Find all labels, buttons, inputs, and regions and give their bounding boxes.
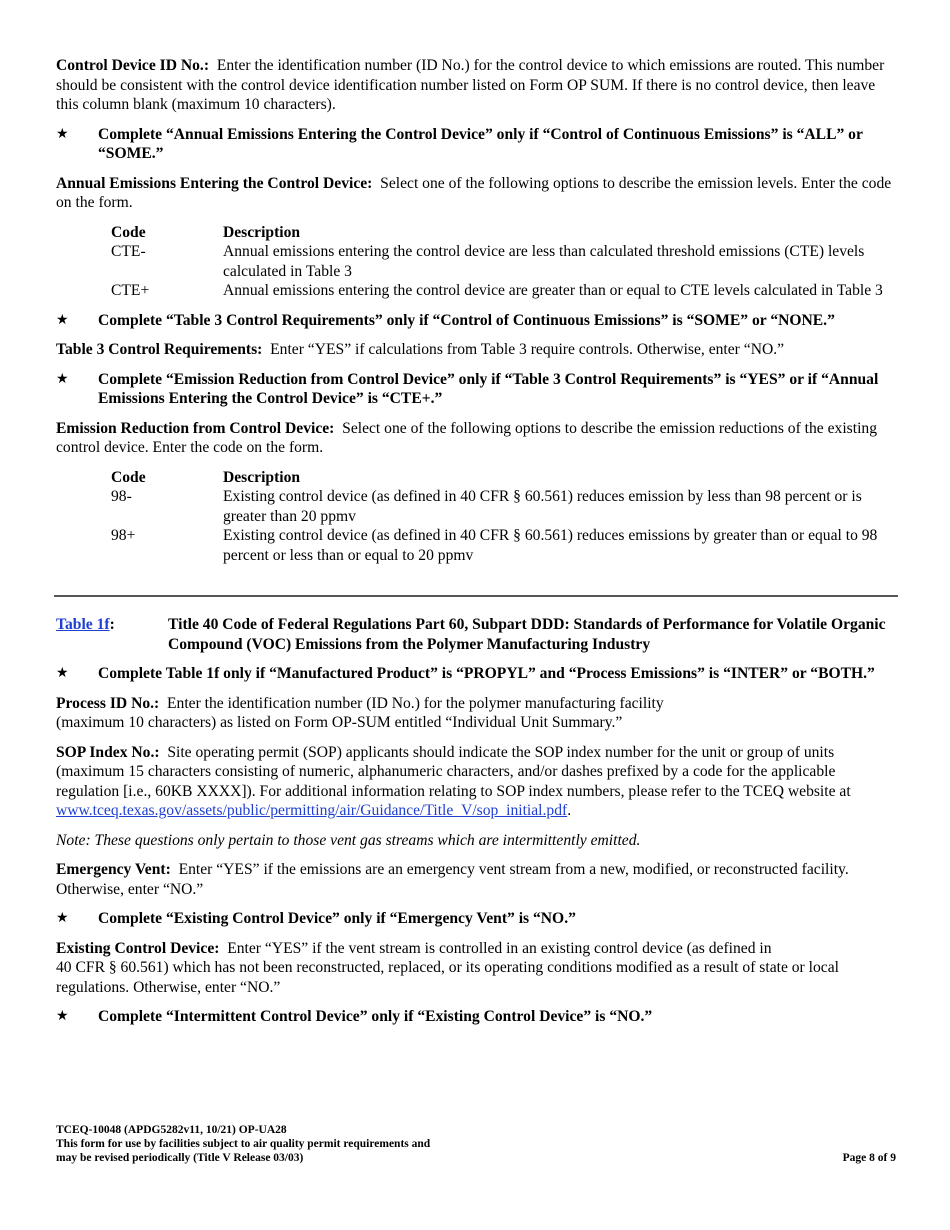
process-id-paragraph: [56, 694, 896, 733]
description-header: Description: [223, 223, 301, 241]
footer-revision-line: may be revised periodically (Title V Release 03/03): [56, 1152, 304, 1164]
instruction-text: Complete “Emission Reduction from Control Device” only if “Table 3 Control Requirements” is “YES” or if “Annual Emissions Entering the Control Device” is “CTE+.”: [98, 370, 879, 407]
emission-reduction-code-table: [111, 468, 896, 566]
star-icon: ★: [56, 126, 69, 142]
code-cell: 98-: [111, 488, 132, 505]
instruction-star-2: [56, 311, 896, 331]
page-footer: [56, 1123, 896, 1165]
control-device-id-label: Control Device ID No.:: [56, 57, 210, 74]
star-icon: ★: [56, 371, 69, 387]
code-header: Code: [111, 223, 146, 241]
instruction-text: Complete “Annual Emissions Entering the Control Device” only if “Control of Continuous Emissions” is “ALL” or “SOME.”: [98, 125, 863, 162]
process-id-text-2: (maximum 10 characters) as listed on Form OP-SUM entitled “Individual Unit Summary.”: [56, 714, 623, 731]
emission-reduction-paragraph: [56, 419, 896, 458]
instruction-text: Complete “Intermittent Control Device” only if “Existing Control Device” is “NO.”: [98, 1008, 653, 1025]
sop-index-end: .: [567, 802, 572, 819]
code-cell: 98+: [111, 527, 136, 544]
sop-index-url-link[interactable]: www.tceq.texas.gov/assets/public/permitting/air/Guidance/Title_V/sop_initial.pdf: [56, 802, 568, 819]
description-cell: Annual emissions entering the control device are less than calculated threshold emissions (CTE) levels calculated in Table 3: [223, 243, 865, 280]
table-1f-link[interactable]: Table 1f: [56, 616, 110, 633]
sop-index-text: Site operating permit (SOP) applicants should indicate the SOP index number for the unit or group of units (maximum 15 characters consisting of numeric, alphanumeric characters, and/or dashes prefixed by a code for the applicable regulation [i.e., 60KB XXXX]). For additional information relating to SOP index numbers, please refer to the TCEQ website at: [56, 743, 851, 800]
annual-emissions-label: Annual Emissions Entering the Control Device:: [56, 174, 373, 192]
star-icon: ★: [56, 911, 69, 926]
existing-control-label: Existing Control Device:: [56, 939, 220, 957]
code-header: Code: [111, 468, 146, 486]
instruction-text: Complete Table 1f only if “Manufactured Product” is “PROPYL” and “Process Emissions” is “INTER” or “BOTH.”: [98, 665, 875, 682]
code-cell: CTE-: [111, 243, 146, 260]
sop-index-paragraph: [56, 743, 896, 821]
table-row: [111, 281, 896, 301]
instruction-star-6: [56, 1007, 896, 1027]
emergency-vent-label: Emergency Vent:: [56, 861, 171, 878]
control-device-id-text: Enter the identification number (ID No.) for the control device to which emissions are routed. This number should be consistent with the control device identification number listed on Form OP SUM. If there is no control device, then leave this column blank (maximum 10 characters).: [56, 57, 885, 113]
table3-control-paragraph: [56, 340, 896, 360]
table-row: [111, 526, 896, 565]
control-device-id-paragraph: [56, 56, 896, 115]
document-page: [56, 56, 896, 1037]
instruction-star-3: [56, 370, 896, 409]
emergency-vent-paragraph: [56, 860, 896, 899]
table3-control-label: Table 3 Control Requirements:: [56, 341, 263, 358]
emergency-vent-text: Enter “YES” if the emissions are an emergency vent stream from a new, modified, or reconstructed facility. Otherwise, enter “NO.”: [56, 861, 849, 898]
instruction-star-1: [56, 125, 896, 164]
description-cell: Existing control device (as defined in 40 CFR § 60.561) reduces emission by less than 98 percent or is greater than 20 ppmv: [223, 488, 862, 525]
annual-emissions-code-table: [111, 223, 896, 301]
description-cell: Annual emissions entering the control device are greater than or equal to CTE levels calculated in Table 3: [223, 282, 883, 299]
section-divider: [54, 595, 898, 597]
page-number: Page 8 of 9: [842, 1152, 896, 1164]
star-icon: ★: [56, 1009, 69, 1024]
table3-control-text: Enter “YES” if calculations from Table 3 require controls. Otherwise, enter “NO.”: [270, 341, 785, 358]
table-1f-colon: :: [109, 616, 115, 633]
table-1f-heading: [56, 615, 896, 654]
instruction-star-5: [56, 909, 896, 929]
footer-usage-line: This form for use by facilities subject to air quality permit requirements and: [56, 1138, 431, 1150]
existing-control-paragraph: [56, 939, 896, 998]
table-row: [111, 487, 896, 526]
sop-index-label: SOP Index No.:: [56, 743, 160, 761]
emission-reduction-text: Select one of the following options to describe the emission reductions of the existing control device. Enter the code on the form.: [56, 419, 878, 456]
footer-form-id: TCEQ-10048 (APDG5282v11, 10/21) OP-UA28: [56, 1124, 287, 1136]
instruction-star-4: [56, 664, 896, 684]
description-cell: Existing control device (as defined in 40 CFR § 60.561) reduces emissions by greater than or equal to 98 percent or less than or equal to 20 ppmv: [223, 527, 878, 564]
existing-control-text-1: Enter “YES” if the vent stream is controlled in an existing control device (as defined in: [227, 939, 772, 957]
process-id-text-1: Enter the identification number (ID No.) for the polymer manufacturing facility: [167, 694, 664, 712]
code-cell: CTE+: [111, 282, 150, 299]
star-icon: ★: [56, 666, 69, 681]
existing-control-text-2: 40 CFR § 60.561) which has not been reconstructed, replaced, or its operating conditions modified as a result of state or local regulations. Otherwise, enter “NO.”: [56, 959, 839, 996]
process-id-label: Process ID No.:: [56, 694, 160, 712]
instruction-text: Complete “Existing Control Device” only if “Emergency Vent” is “NO.”: [98, 910, 576, 927]
annual-emissions-text: Select one of the following options to describe the emission levels. Enter the code on the form.: [56, 174, 892, 211]
instruction-text: Complete “Table 3 Control Requirements” only if “Control of Continuous Emissions” is “SOME” or “NONE.”: [98, 311, 835, 329]
note-text: Note: These questions only pertain to those vent gas streams which are intermittently emitted.: [56, 831, 641, 849]
annual-emissions-paragraph: [56, 174, 896, 213]
table-1f-link-wrap: [56, 615, 168, 654]
star-icon: ★: [56, 312, 69, 328]
emission-reduction-label: Emission Reduction from Control Device:: [56, 419, 335, 437]
table-1f-title: Title 40 Code of Federal Regulations Part 60, Subpart DDD: Standards of Performance for Volatile Organic Compound (VOC) Emissions from the Polymer Manufacturing Industry: [168, 616, 886, 653]
description-header: Description: [223, 468, 301, 486]
table-row: [111, 242, 896, 281]
